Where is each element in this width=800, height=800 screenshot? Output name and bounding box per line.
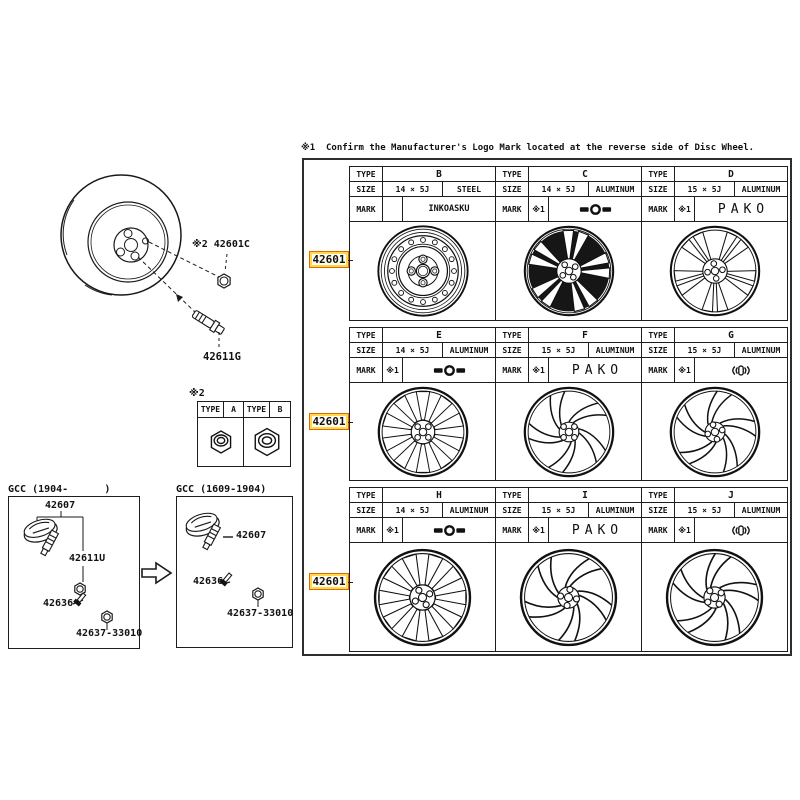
material-value: ALUMINUM (741, 345, 781, 355)
type-label: TYPE (350, 167, 383, 181)
mark-cell (549, 518, 641, 542)
tpms-assembly-drawing (177, 497, 294, 646)
valve-part-label[interactable]: 42611G (203, 351, 241, 363)
mark-ref: ※1 (675, 358, 695, 382)
mark-label: MARK (642, 197, 675, 221)
size-label: SIZE (496, 503, 529, 517)
material-value: ALUMINUM (595, 184, 635, 194)
type-label: TYPE (642, 167, 675, 181)
type-label: TYPE (496, 488, 529, 502)
gcc-old-box (176, 496, 293, 648)
tpms-assembly-drawing (9, 497, 138, 647)
manufacturer-logo-circle-icon (579, 204, 612, 215)
sensor-part-label[interactable]: 42607 (45, 500, 76, 511)
material-value: ALUMINUM (595, 345, 635, 355)
nut-a-drawing (198, 418, 244, 466)
type-value: I (582, 489, 588, 501)
mark-label: MARK (496, 358, 529, 382)
wheel-drawing (376, 385, 470, 479)
wheel-type-column (642, 488, 787, 651)
size-label: SIZE (642, 343, 675, 357)
mark-ref: ※1 (529, 358, 549, 382)
wheel-type-column (642, 167, 787, 320)
size-value: 15 × 5J (675, 182, 735, 196)
mark-value: PAKO (571, 362, 623, 378)
mark-cell (695, 197, 787, 221)
mark-value: PAKO (717, 201, 769, 217)
type-value: E (436, 329, 442, 341)
material-value: ALUMINUM (595, 505, 635, 515)
type-label: TYPE (642, 328, 675, 342)
mark-cell (403, 197, 495, 221)
type-label: TYPE (350, 488, 383, 502)
mark-cell (695, 358, 787, 382)
type-label: TYPE (642, 488, 675, 502)
type-value: D (728, 168, 734, 180)
mark-label: MARK (496, 518, 529, 542)
wheel-cell (350, 383, 495, 480)
type-value: B (436, 168, 442, 180)
wheel-drawing (522, 224, 616, 318)
gcc-old-title: GCC (1609-1904) (176, 484, 267, 495)
valve-part-label[interactable]: 42611U (69, 553, 106, 564)
wheel-type-column (496, 328, 642, 480)
size-value: 15 × 5J (529, 503, 589, 517)
wheel-cell (496, 383, 641, 480)
mark-ref: ※1 (529, 518, 549, 542)
material-value: ALUMINUM (449, 345, 489, 355)
wheel-assembly-drawing (40, 160, 300, 370)
lug-nut-drawing (247, 422, 287, 462)
mark-label: MARK (350, 358, 383, 382)
wheel-cell (496, 222, 641, 320)
mark-ref (383, 197, 403, 221)
mark-value: PAKO (571, 522, 623, 538)
wheel-type-column (350, 167, 496, 320)
size-value: 14 × 5J (383, 343, 443, 357)
manufacturer-logo-circle-icon (433, 365, 466, 376)
wheel-cell (642, 543, 787, 651)
manufacturer-logo-oval-icon (726, 524, 756, 537)
wheel-drawing (664, 547, 765, 648)
wheel-drawing (522, 385, 616, 479)
size-label: SIZE (350, 503, 383, 517)
size-value: 14 × 5J (383, 503, 443, 517)
size-label: SIZE (350, 343, 383, 357)
mark-label: MARK (350, 197, 383, 221)
size-label: SIZE (350, 182, 383, 196)
material-value: ALUMINUM (741, 505, 781, 515)
size-label: SIZE (496, 343, 529, 357)
wheel-cell (350, 222, 495, 320)
mark-ref: ※1 (383, 358, 403, 382)
wheel-type-group (349, 327, 788, 481)
material-value: ALUMINUM (449, 505, 489, 515)
mark-ref: ※1 (529, 197, 549, 221)
nut-type-b: B (277, 405, 283, 414)
wheel-cell (496, 543, 641, 651)
wheel-drawing (372, 547, 473, 648)
type-label: TYPE (350, 328, 383, 342)
wheel-drawing (518, 547, 619, 648)
nut-table-body (198, 418, 290, 466)
type-value: G (728, 329, 734, 341)
wheel-drawing (668, 385, 762, 479)
wheel-type-column (350, 488, 496, 651)
part-number-badge[interactable]: 42601 (309, 413, 349, 430)
wheel-drawing (376, 224, 470, 318)
nut-b-drawing (244, 418, 290, 466)
nut-part-label[interactable]: 42637-33010 (227, 608, 294, 619)
wheel-type-column (350, 328, 496, 480)
type-value: F (582, 329, 588, 341)
core-part-label[interactable]: 42636 (43, 598, 74, 609)
size-value: 15 × 5J (675, 503, 735, 517)
wheel-type-column (496, 167, 642, 320)
mark-cell (549, 358, 641, 382)
mark-cell (403, 518, 495, 542)
wheel-drawing (668, 224, 762, 318)
type-value: J (728, 489, 734, 501)
arrow-right-icon (140, 560, 174, 586)
nut-type-label: TYPE (244, 402, 270, 417)
size-value: 15 × 5J (529, 343, 589, 357)
mark-cell (549, 197, 641, 221)
nut-type-label: TYPE (198, 402, 224, 417)
wheel-type-group (349, 166, 788, 321)
size-value: 14 × 5J (529, 182, 589, 196)
manufacturer-logo-oval-icon (726, 364, 756, 377)
gcc-new-title: GCC (1904- ) (8, 484, 111, 495)
type-value: H (436, 489, 442, 501)
mark-label: MARK (642, 358, 675, 382)
size-label: SIZE (642, 503, 675, 517)
size-value: 15 × 5J (675, 343, 735, 357)
part-number-badge[interactable]: 42601 (309, 573, 349, 590)
mark-cell (403, 358, 495, 382)
mark-ref: ※1 (383, 518, 403, 542)
type-label: TYPE (496, 167, 529, 181)
wheel-cell (642, 222, 787, 320)
size-label: SIZE (642, 182, 675, 196)
type-value: C (582, 168, 588, 180)
wheel-type-group (349, 487, 788, 652)
material-value: STEEL (456, 184, 482, 194)
wheel-cell (642, 383, 787, 480)
mark-value: INKOASKU (428, 204, 470, 214)
sensor-part-label[interactable]: 42607 (236, 530, 267, 541)
nut-part-label[interactable]: ※2 42601C (192, 239, 250, 250)
wheel-cell (350, 543, 495, 651)
size-label: SIZE (496, 182, 529, 196)
wheel-type-column (642, 328, 787, 480)
mark-label: MARK (642, 518, 675, 542)
lug-nut-drawing (201, 422, 241, 462)
core-part-label[interactable]: 42636 (193, 576, 224, 587)
mark-label: MARK (350, 518, 383, 542)
nut-table-header (198, 402, 290, 418)
type-label: TYPE (496, 328, 529, 342)
gcc-new-box (8, 496, 143, 649)
part-number-badge[interactable]: 42601 (309, 251, 349, 268)
mark-ref: ※1 (675, 518, 695, 542)
nut-table-ref: ※2 (189, 388, 205, 399)
mark-ref: ※1 (675, 197, 695, 221)
nut-type-a: A (224, 402, 244, 417)
mark-label: MARK (496, 197, 529, 221)
material-value: ALUMINUM (741, 184, 781, 194)
disc-wheel-table (302, 158, 792, 656)
size-value: 14 × 5J (383, 182, 443, 196)
footnote-1: ※1 Confirm the Manufacturer's Logo Mark located at the reverse side of Disc Wheel. (301, 143, 755, 153)
nut-type-table (197, 401, 291, 467)
mark-cell (695, 518, 787, 542)
manufacturer-logo-circle-icon (433, 525, 466, 536)
wheel-type-column (496, 488, 642, 651)
nut-part-label[interactable]: 42637-33010 (76, 628, 143, 639)
